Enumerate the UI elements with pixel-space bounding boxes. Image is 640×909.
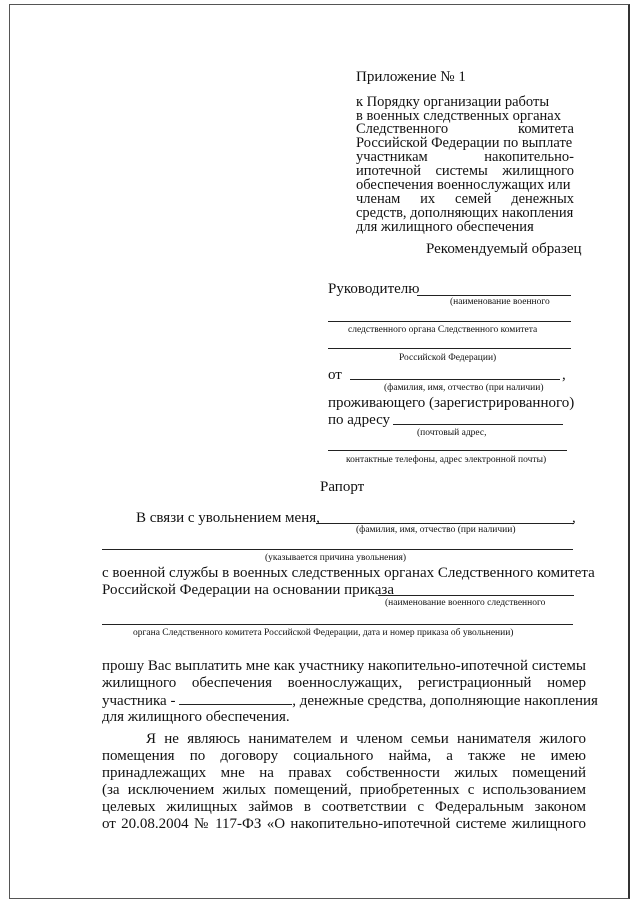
sample-label: Рекомендуемый образец bbox=[426, 241, 582, 257]
appendix-line-10: для жилищного обеспечения bbox=[356, 219, 534, 235]
from-line bbox=[350, 379, 560, 380]
p1-rest: , денежные средства, дополняющие накопления bbox=[292, 693, 598, 709]
address-line-2 bbox=[328, 450, 567, 451]
appendix-line-5: участникам накопительно- bbox=[356, 149, 574, 165]
address-hint-2: контактные телефоны, адрес электронной почты) bbox=[346, 455, 547, 465]
to-line-2 bbox=[328, 321, 571, 322]
address-label: по адресу bbox=[328, 412, 391, 428]
appendix-line-3: Следственного комитета bbox=[356, 121, 574, 137]
service-line: с военной службы в военных следственных органах Следственного комитета bbox=[102, 565, 595, 581]
appendix-line-2: в военных следственных органах bbox=[356, 108, 561, 124]
name-line bbox=[316, 523, 574, 524]
order-hint-2: органа Следственного комитета Российской Федерации, дата и номер приказа об увольнении) bbox=[133, 628, 514, 638]
appendix-line-6: ипотечной системы жилищного bbox=[356, 163, 574, 179]
reason-hint: (указывается причина увольнения) bbox=[265, 553, 407, 563]
appendix-title: Приложение № 1 bbox=[356, 69, 466, 85]
to-hint-1: (наименование военного bbox=[450, 297, 550, 307]
order-line-2 bbox=[102, 624, 573, 625]
document-page bbox=[9, 4, 630, 899]
p2-line-5: целевых жилищных займов в соответствии с Федеральным законом bbox=[102, 799, 586, 815]
to-label: Руководителю bbox=[328, 281, 420, 297]
p1-line-1: прошу Вас выплатить мне как участнику накопительно-ипотечной системы bbox=[102, 658, 586, 674]
name-hint: (фамилия, имя, отчество (при наличии) bbox=[356, 525, 516, 535]
participant-label: участника - bbox=[102, 693, 176, 709]
report-title: Рапорт bbox=[320, 479, 365, 495]
order-blank bbox=[378, 595, 574, 596]
p2-line-4: (за исключением жилых помещений, приобретенных с использованием bbox=[102, 782, 586, 798]
appendix-line-8: членам их семей денежных bbox=[356, 191, 574, 207]
address-hint-1: (почтовый адрес, bbox=[417, 428, 487, 438]
from-hint: (фамилия, имя, отчество (при наличии) bbox=[384, 383, 544, 393]
report-intro: В связи с увольнением меня, bbox=[136, 510, 320, 526]
p2-line-2: помещения по договору социального найма, а также не имею bbox=[102, 748, 586, 764]
residing-label: проживающего (зарегистрированного) bbox=[328, 395, 575, 411]
to-line bbox=[417, 295, 571, 296]
to-hint-2: следственного органа Следственного комитета bbox=[348, 325, 538, 335]
order-hint-1: (наименование военного следственного bbox=[385, 598, 546, 608]
reg-number-blank bbox=[179, 692, 292, 705]
appendix-line-7: обеспечения военнослужащих или bbox=[356, 177, 571, 193]
appendix-line-1: к Порядку организации работы bbox=[356, 94, 550, 110]
p1-line-3 bbox=[102, 692, 598, 709]
p2-line-3: принадлежащих мне на правах собственности жилых помещений bbox=[102, 765, 586, 781]
to-hint-3: Российской Федерации) bbox=[399, 353, 497, 363]
from-label: от bbox=[328, 367, 342, 383]
order-line: Российской Федерации на основании приказа bbox=[102, 582, 394, 598]
p1-line-4: для жилищного обеспечения. bbox=[102, 709, 290, 725]
appendix-line-9: средств, дополняющих накопления bbox=[356, 205, 574, 221]
p2-line-6: от 20.08.2004 № 117-ФЗ «О накопительно-ипотечной системе жилищного bbox=[102, 816, 586, 832]
name-comma: , bbox=[572, 510, 576, 526]
to-line-3 bbox=[328, 348, 571, 349]
from-comma: , bbox=[562, 367, 566, 383]
appendix-line-4: Российской Федерации по выплате bbox=[356, 135, 573, 151]
p2-line-1: Я не являюсь нанимателем и членом семьи нанимателя жилого bbox=[146, 731, 586, 747]
address-line bbox=[393, 424, 563, 425]
reason-line bbox=[102, 549, 573, 550]
p1-line-2: жилищного обеспечения военнослужащих, регистрационный номер bbox=[102, 675, 586, 691]
